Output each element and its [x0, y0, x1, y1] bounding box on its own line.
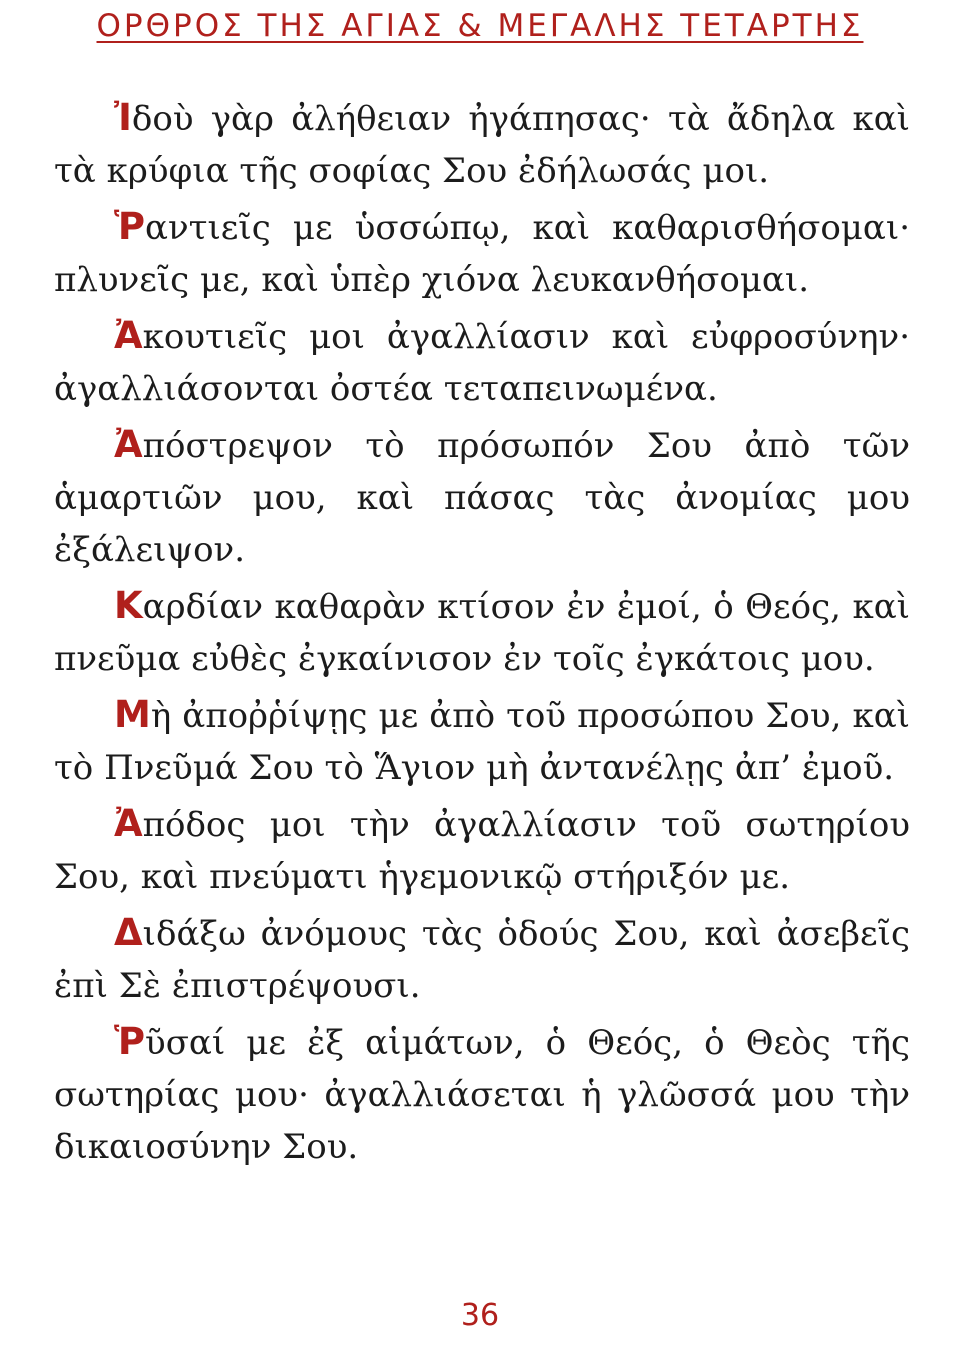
verse-text: κουτιεῖς μοι ἀγαλλίασιν καὶ εὐφροσύνην· ἀγαλλιάσονται ὀστέα τεταπεινωμένα. [54, 317, 910, 409]
verse-initial: Κ [114, 584, 143, 627]
verse-text: δοὺ γὰρ ἀλήθειαν ἠγάπησας· τὰ ἄδηλα καὶ τὰ κρύφια τῆς σοφίας Σου ἐδήλωσάς μοι. [54, 99, 910, 191]
verse-initial: Μ [114, 693, 151, 736]
verse-initial: Δ [114, 911, 143, 954]
verse [54, 419, 910, 576]
verse [54, 907, 910, 1012]
verse-text: ῦσαί με ἐξ αἱμάτων, ὁ Θεός, ὁ Θεὸς τῆς σωτηρίας μου· ἀγαλλιάσεται ἡ γλῶσσά μου τὴν δικαιοσύνην Σου. [54, 1023, 910, 1167]
verse-text: αντιεῖς με ὑσσώπῳ, καὶ καθαρισθήσομαι· πλυνεῖς με, καὶ ὑπὲρ χιόνα λευκανθήσομαι. [54, 208, 910, 300]
verse [54, 1016, 910, 1173]
verse-initial: Ἀ [114, 314, 143, 357]
verse [54, 310, 910, 415]
verse-text: ιδάξω ἀνόμους τὰς ὁδούς Σου, καὶ ἀσεβεῖς ἐπὶ Σὲ ἐπιστρέψουσι. [54, 914, 910, 1006]
verse [54, 798, 910, 903]
verse-text: ὴ ἀποῤῥίψῃς με ἀπὸ τοῦ προσώπου Σου, καὶ τὸ Πνεῦμά Σου τὸ Ἅγιον μὴ ἀντανέλῃς ἀπ’ ἐμοῦ. [54, 696, 910, 788]
verse-initial: Ἀ [114, 802, 143, 845]
verse-text: αρδίαν καθαρὰν κτίσον ἐν ἐμοί, ὁ Θεός, καὶ πνεῦμα εὐθὲς ἐγκαίνισον ἐν τοῖς ἐγκάτοις μου. [54, 587, 910, 679]
verse-initial: Ῥ [114, 1020, 146, 1063]
page-number: 36 [460, 1298, 500, 1333]
verse-initial: Ἀ [114, 423, 143, 466]
verse [54, 580, 910, 685]
verse [54, 92, 910, 197]
verse-text: πόστρεψον τὸ πρόσωπόν Σου ἀπὸ τῶν ἁμαρτιῶν μου, καὶ πάσας τὰς ἀνομίας μου ἐξάλειψον. [54, 426, 910, 570]
verse-list [54, 92, 910, 1177]
verse [54, 689, 910, 794]
page-header: ΟΡΘΡΟΣ ΤΗΣ ΑΓΙΑΣ & ΜΕΓΑΛΗΣ ΤΕΤΑΡΤΗΣ [96, 8, 864, 44]
verse-initial: Ῥ [114, 205, 146, 248]
verse-text: πόδος μοι τὴν ἀγαλλίασιν τοῦ σωτηρίου Σου, καὶ πνεύματι ἡγεμονικῷ στήριξόν με. [54, 805, 910, 897]
verse-initial: Ἰ [114, 96, 132, 139]
verse [54, 201, 910, 306]
